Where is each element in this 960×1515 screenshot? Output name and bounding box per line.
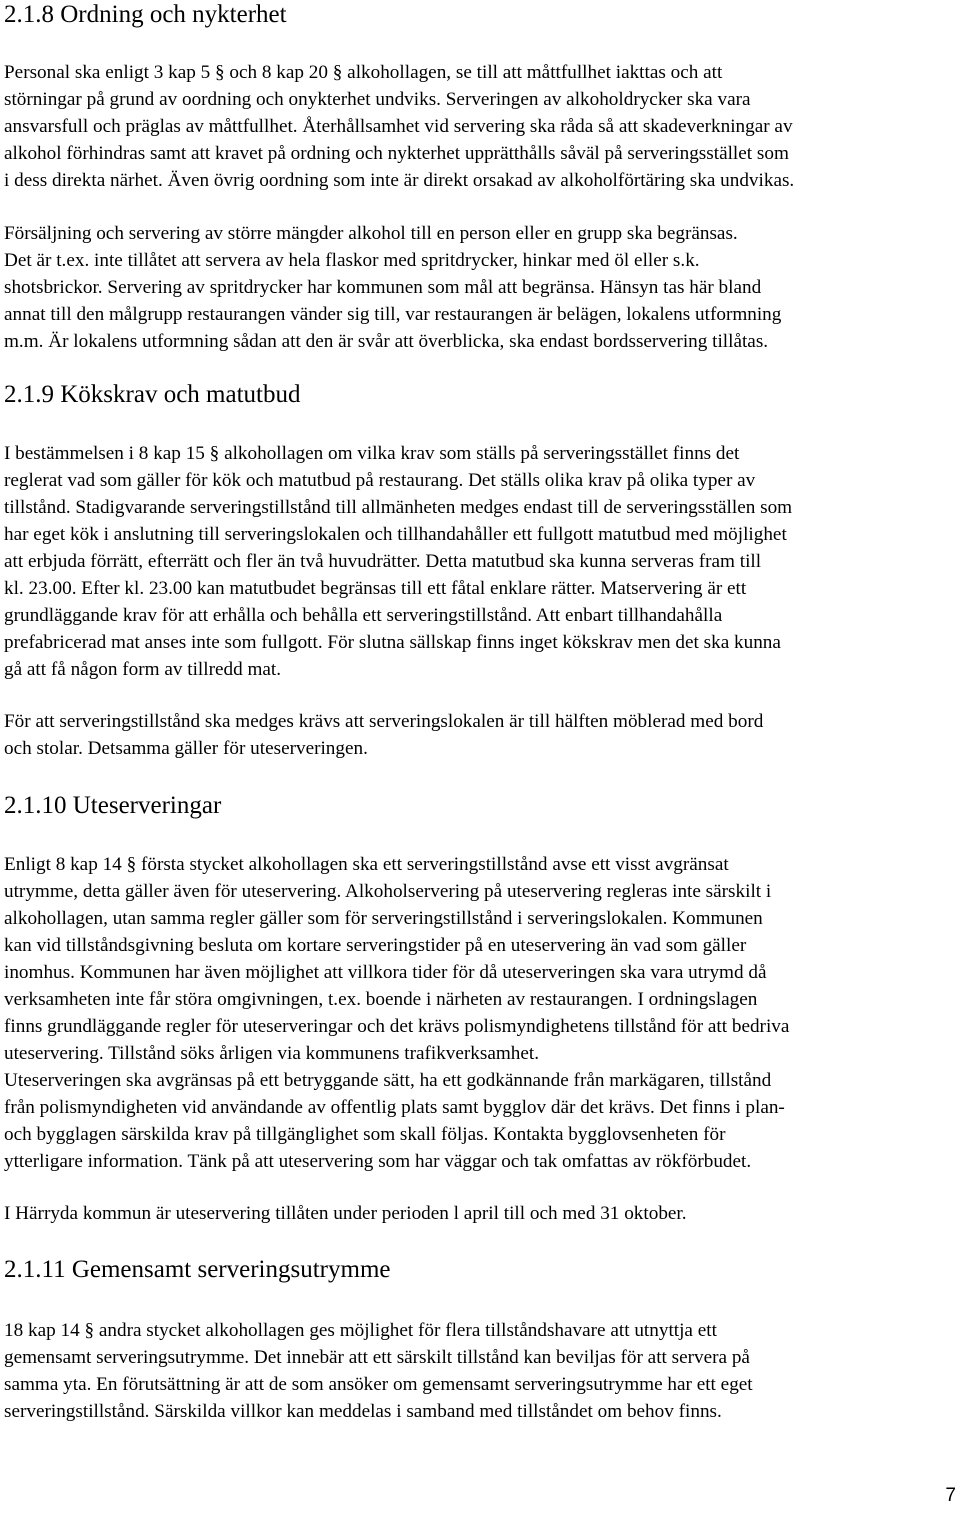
- text-line: I bestämmelsen i 8 kap 15 § alkohollagen om vilka krav som ställs på serveringsstället finns det: [4, 443, 740, 464]
- text-line: från polismyndigheten vid användande av offentlig plats samt bygglov där det krävs. Det finns i plan-: [4, 1097, 785, 1118]
- text-line: utrymme, detta gäller även för uteservering. Alkoholservering på uteservering regleras inte särskilt i: [4, 881, 772, 902]
- paragraph: [4, 851, 944, 1175]
- text-line: i dess direkta närhet. Även övrig oordning som inte är direkt orsakad av alkoholförtäring ska undvikas.: [4, 170, 795, 191]
- text-line: grundläggande krav för att erhålla och behålla ett serveringstillstånd. Att enbart tillhandahålla: [4, 605, 723, 626]
- text-line: inomhus. Kommunen har även möjlighet att villkora tider för då uteserveringen ska vara utrymd då: [4, 962, 767, 983]
- section-heading-2-1-9: 2.1.9 Kökskrav och matutbud: [4, 381, 301, 408]
- text-line: gemensamt serveringsutrymme. Det innebär att ett särskilt tillstånd kan beviljas för att servera på: [4, 1347, 750, 1368]
- text-line: Enligt 8 kap 14 § första stycket alkohollagen ska ett serveringstillstånd avse ett visst avgränsat: [4, 854, 729, 875]
- text-line: och stolar. Detsamma gäller för uteserveringen.: [4, 738, 368, 759]
- text-line: finns grundläggande regler för uteserveringar och det krävs polismyndighetens tillstånd för att bedriva: [4, 1016, 790, 1037]
- paragraph: [4, 220, 944, 355]
- text-line: reglerat vad som gäller för kök och matutbud på restaurang. Det ställs olika krav på olika typer av: [4, 470, 756, 491]
- text-line: alkohol förhindras samt att kravet på ordning och nykterhet upprätthålls såväl på serveringsstället som: [4, 143, 789, 164]
- text-line: Personal ska enligt 3 kap 5 § och 8 kap 20 § alkohollagen, se till att måttfullhet iakttas och att: [4, 62, 723, 83]
- text-line: m.m. Är lokalens utformning sådan att den är svår att överblicka, ska endast bordsservering tillåtas.: [4, 331, 769, 352]
- text-line: kan vid tillståndsgivning besluta om kortare serveringstider på en uteservering än vad som gäller: [4, 935, 747, 956]
- paragraph: [4, 1317, 944, 1425]
- text-line: serveringstillstånd. Särskilda villkor kan meddelas i samband med tillståndet om behov finns.: [4, 1401, 722, 1422]
- section-heading-2-1-8: 2.1.8 Ordning och nykterhet: [4, 1, 287, 28]
- text-line: gå att få någon form av tillredd mat.: [4, 659, 282, 680]
- text-line: Det är t.ex. inte tillåtet att servera av hela flaskor med spritdrycker, hinkar med öl eller s.k.: [4, 250, 700, 271]
- text-line: att erbjuda förrätt, efterrätt och fler än två huvudrätter. Detta matutbud ska kunna serveras fram till: [4, 551, 762, 572]
- text-line: och bygglagen särskilda krav på tillgänglighet som skall följas. Kontakta bygglovsenheten för: [4, 1124, 726, 1145]
- page-number: 7: [945, 1485, 956, 1506]
- text-line: 18 kap 14 § andra stycket alkohollagen ges möjlighet för flera tillståndshavare att utnyttja ett: [4, 1320, 717, 1341]
- section-heading-2-1-11: 2.1.11 Gemensamt serveringsutrymme: [4, 1256, 391, 1283]
- text-line: prefabricerad mat anses inte som fullgott. För slutna sällskap finns inget kökskrav men det ska kunna: [4, 632, 781, 653]
- text-line: ansvarsfull och präglas av måttfullhet. Återhållsamhet vid servering ska råda så att skadeverkningar av: [4, 116, 793, 137]
- text-line: tillstånd. Stadigvarande serveringstillstånd till allmänheten medges endast till de serveringsställen som: [4, 497, 793, 518]
- section-heading-2-1-10: 2.1.10 Uteserveringar: [4, 792, 222, 819]
- text-line: shotsbrickor. Servering av spritdrycker har kommunen som mål att begränsa. Hänsyn tas här bland: [4, 277, 762, 298]
- text-line: uteservering. Tillstånd söks årligen via kommunens trafikverksamhet.: [4, 1043, 540, 1064]
- paragraph: [4, 59, 944, 194]
- text-line: annat till den målgrupp restaurangen vänder sig till, var restaurangen är belägen, lokalens utformning: [4, 304, 782, 325]
- paragraph: [4, 440, 944, 683]
- text-line: I Härryda kommun är uteservering tillåten under perioden l april till och med 31 oktober.: [4, 1203, 687, 1224]
- paragraph: [4, 1200, 944, 1227]
- text-line: störningar på grund av oordning och onykterhet undviks. Serveringen av alkoholdrycker ska vara: [4, 89, 751, 110]
- text-line: ytterligare information. Tänk på att uteservering som har väggar och tak omfattas av rökförbudet.: [4, 1151, 752, 1172]
- text-line: Uteserveringen ska avgränsas på ett betryggande sätt, ha ett godkännande från markägaren, tillstånd: [4, 1070, 772, 1091]
- text-line: kl. 23.00. Efter kl. 23.00 kan matutbudet begränsas till ett fåtal enklare rätter. Matservering är ett: [4, 578, 747, 599]
- paragraph: [4, 708, 944, 762]
- text-line: Försäljning och servering av större mängder alkohol till en person eller en grupp ska begränsas.: [4, 223, 738, 244]
- text-line: alkohollagen, utan samma regler gäller som för serveringstillstånd i serveringslokalen. Kommunen: [4, 908, 763, 929]
- text-line: har eget kök i anslutning till serveringslokalen och tillhandahåller ett fullgott matutbud med möjlighet: [4, 524, 787, 545]
- text-line: För att serveringstillstånd ska medges krävs att serveringslokalen är till hälften möblerad med bord: [4, 711, 764, 732]
- text-line: verksamheten inte får störa omgivningen, t.ex. boende i närheten av restaurangen. I ordningslagen: [4, 989, 758, 1010]
- text-line: samma yta. En förutsättning är att de som ansöker om gemensamt serveringsutrymme har ett eget: [4, 1374, 753, 1395]
